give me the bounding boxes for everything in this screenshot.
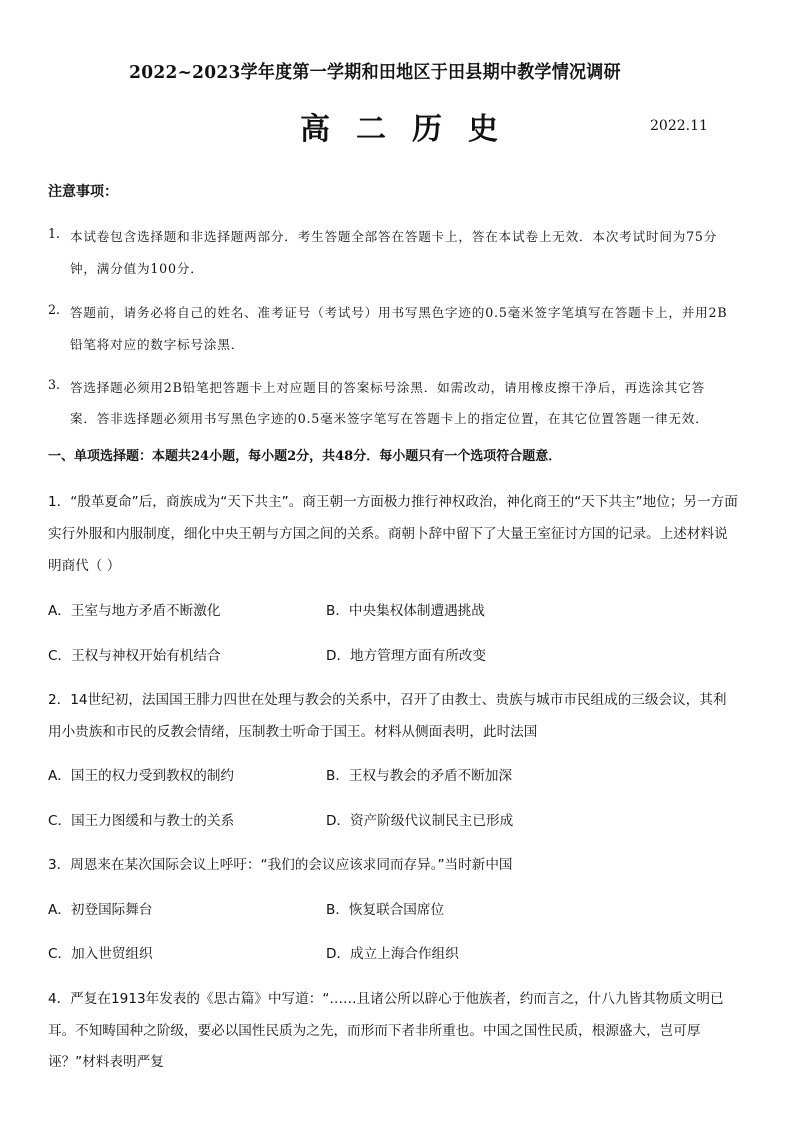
question-stem-line: 实行外服和内服制度，细化中央王朝与方国之间的关系。商朝卜辞中留下了大量王室征讨方国的记录。上述材料说 <box>48 526 728 542</box>
question-stem-line: 3．周恩来在某次国际会议上呼吁：“我们的会议应该求同而存异。”当时新中国 <box>48 857 513 873</box>
option-d: D．地方管理方面有所改变 <box>326 648 486 664</box>
subject-title: 高二历史 <box>300 112 524 147</box>
question-stem-line: 耳。不知畴国种之阶级，要必以国性民质为之先，而形而下者非所重也。中国之国性民质，根源盛大，岂可厚 <box>48 1023 701 1039</box>
option-c: C．加入世贸组织 <box>48 946 153 962</box>
notice-item-line: 答题前，请务必将自己的姓名、准考证号（考试号）用书写黑色字迹的0.5毫米签字笔填写在答题卡上，并用2B <box>70 305 728 320</box>
option-c: C．王权与神权开始有机结合 <box>48 648 221 664</box>
notice-item-line: 案．答非选择题必须用书写黑色字迹的0.5毫米签字笔写在答题卡上的指定位置，在其它位置答题一律无效． <box>70 411 709 426</box>
question-stem-line: 4．严复在1913年发表的《思古篇》中写道：“……且诸公所以辟心于他族者，约而言之，什八九皆其物质文明已 <box>48 991 724 1007</box>
option-a: A．初登国际舞台 <box>48 902 153 918</box>
question-stem-line: 2．14世纪初，法国国王腓力四世在处理与教会的关系中，召开了由教士、贵族与城市市民组成的三级会议，其利 <box>48 692 727 708</box>
notice-item-line: 铅笔将对应的数字标号涂黑． <box>70 337 245 352</box>
option-b: B．中央集权体制遭遇挑战 <box>326 603 485 619</box>
question-stem-line: 明商代（ ） <box>48 558 121 574</box>
option-d: D．成立上海合作组织 <box>326 946 459 962</box>
option-c: C．国王力图缓和与教士的关系 <box>48 813 235 829</box>
exam-date: 2022.11 <box>650 118 708 134</box>
option-a: A．王室与地方矛盾不断激化 <box>48 603 221 619</box>
question-stem-line: 1．“殷革夏命”后，商族成为“天下共主”。商王朝一方面极力推行神权政治，神化商王的“天下共主”地位；另一方面 <box>48 494 738 510</box>
notice-item-number: 2. <box>48 302 61 317</box>
notice-item-line: 答选择题必须用2B铅笔把答题卡上对应题目的答案标号涂黑．如需改动，请用橡皮擦干净后，再选涂其它答 <box>70 380 705 395</box>
notice-heading: 注意事项： <box>48 184 118 200</box>
option-b: B．恢复联合国席位 <box>326 902 445 918</box>
question-stem-line: 用小贵族和市民的反教会情绪，压制教士听命于国王。材料从侧面表明，此时法国 <box>48 724 538 740</box>
notice-item-number: 3. <box>48 377 61 392</box>
option-a: A．国王的权力受到教权的制约 <box>48 768 235 784</box>
question-stem-line: 诬？”材料表明严复 <box>48 1054 164 1070</box>
notice-item-number: 1. <box>48 226 61 241</box>
option-d: D．资产阶级代议制民主已形成 <box>326 813 514 829</box>
notice-item-line: 钟，满分值为100分． <box>70 261 204 276</box>
option-b: B．王权与教会的矛盾不断加深 <box>326 768 513 784</box>
notice-item-line: 本试卷包含选择题和非选择题两部分．考生答题全部答在答题卡上，答在本试卷上无效．本次考试时间为75分 <box>70 229 718 244</box>
exam-title: 2022~2023学年度第一学期和田地区于田县期中教学情况调研 <box>129 62 621 83</box>
section-heading: 一、单项选择题：本题共24小题，每小题2分，共48分．每小题只有一个选项符合题意． <box>48 449 562 464</box>
